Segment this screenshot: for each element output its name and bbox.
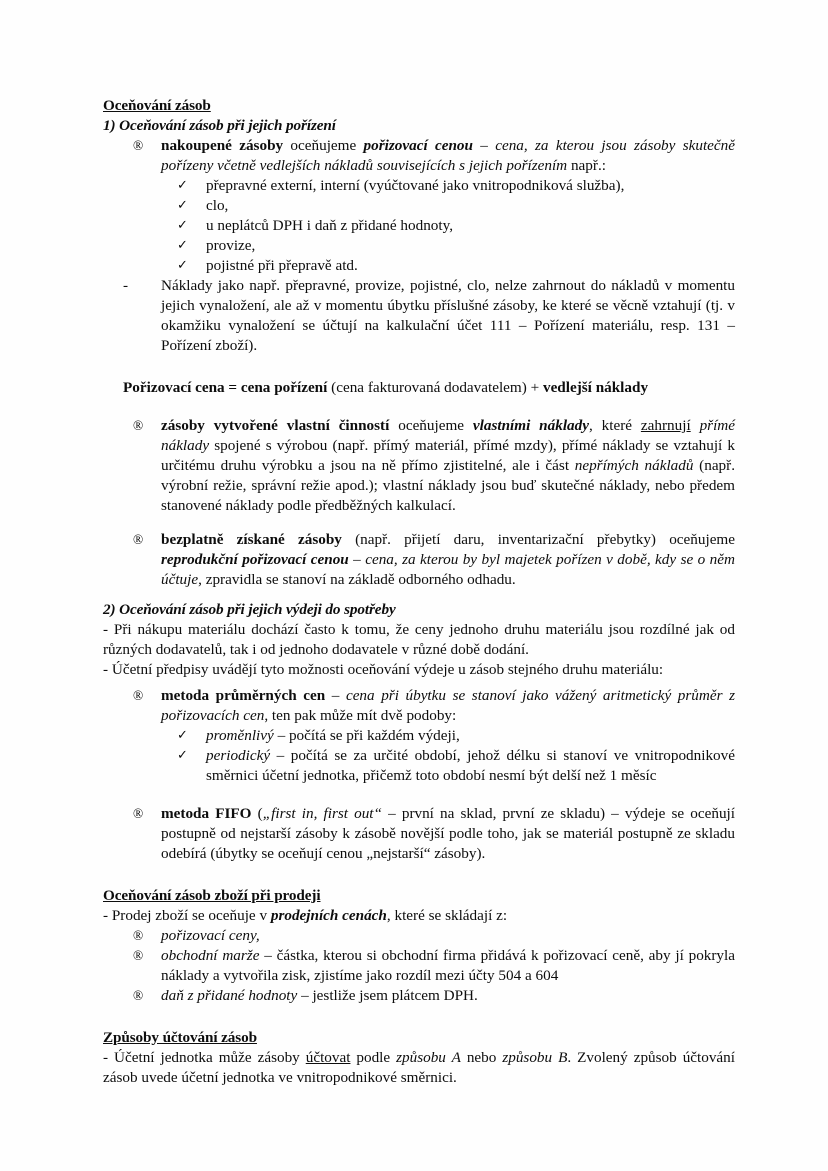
purchased-mid: oceňujeme	[283, 137, 364, 155]
list-item-text	[161, 416, 735, 516]
free-acquired-tail: , zpravidla se stanoví na základě odborného odhadu.	[198, 570, 516, 588]
registered-bullet-icon: ®	[133, 687, 144, 703]
check-icon: ✓	[177, 217, 188, 233]
fifo-quote: „first in, first out“	[262, 804, 382, 822]
vat-term: daň z přidané hodnoty	[161, 986, 298, 1004]
check-icon: ✓	[177, 257, 188, 273]
registered-bullet-icon: ®	[133, 927, 144, 943]
variable-average-desc: – počítá se při každém výdeji,	[273, 726, 460, 744]
acc-method-b: způsobu B	[502, 1048, 568, 1066]
consumption-note-1: - Při nákupu materiálu dochází často k tomu, že ceny jednoho druhu materiálu jsou rozdílné jak od různých dodavatelů, tak i od jednoho dodavatele v různé době dodání.	[103, 620, 735, 658]
list-item	[177, 236, 735, 256]
list-item-purchased-stock	[133, 136, 735, 176]
accounting-methods-body	[103, 1048, 735, 1088]
consumption-note-2: - Účetní předpisy uvádějí tyto možnosti oceňování výdeje u zásob stejného druhu materiálu:	[103, 660, 664, 678]
list-item-variable-average	[177, 726, 735, 746]
list-item-acquisition-price	[133, 926, 735, 946]
fifo-plain-2: – první na sklad, první ze skladu) – výdeje se oceňují postupně od nejstarší zásoby k zásobě novější podle toho, jak se materiál postupně ze skladu odebírá (úbytky se oceňují cenou „nejstarší“ zásoby).	[161, 804, 735, 862]
own-activity-italic-2: nepřímých nákladů	[574, 456, 694, 474]
purchased-lead: nakoupené zásoby	[161, 137, 284, 155]
registered-bullet-icon: ®	[133, 417, 144, 433]
own-activity-after-1: , které	[588, 416, 641, 434]
registered-bullet-icon: ®	[133, 987, 144, 1003]
own-activity-after-2: spojené s výrobou (např. přímý materiál, přímé mzdy), přímé náklady se vztahují k určitému druhu výrobku a jsou na ně přímo zjistitelné, ale i část	[161, 436, 735, 474]
list-item-fifo-method	[133, 804, 735, 864]
sales-intro	[103, 906, 735, 926]
formula-part-2: vedlejší náklady	[542, 378, 649, 396]
free-acquired-mid: (např. přijetí daru, inventarizační přebytky) oceňujeme	[341, 530, 735, 548]
list-item-own-activity-stock	[133, 416, 735, 516]
variable-average-term: proměnlivý	[206, 726, 274, 744]
registered-bullet-icon: ®	[133, 138, 144, 154]
check-icon: ✓	[177, 177, 188, 193]
subheading-1: 1) Oceňování zásob při jejich pořízení	[103, 117, 336, 135]
average-method-tail: , ten pak může mít dvě podoby:	[264, 706, 457, 724]
periodic-average-term: periodický	[206, 746, 271, 764]
list-item	[177, 216, 735, 236]
subheading-2: 2) Oceňování zásob při jejich výdeji do spotřeby	[103, 600, 396, 618]
list-item-text	[161, 530, 735, 590]
document-content	[103, 96, 735, 1088]
list-item-free-acquired-stock	[133, 530, 735, 590]
acquisition-price-formula	[123, 378, 735, 398]
average-method-definition: – cena při úbytku se stanoví jako vážený aritmetický průměr z pořizovacích cen	[161, 686, 736, 724]
registered-bullet-icon: ®	[133, 531, 144, 547]
sales-intro-plain-2: , které se skládají z:	[386, 906, 508, 924]
check-icon: ✓	[177, 746, 188, 762]
list-item-label: přepravné externí, interní (vyúčtované jako vnitropodniková služba),	[206, 177, 625, 195]
own-activity-lead: zásoby vytvořené vlastní činností	[161, 416, 390, 434]
purchased-definition: – cena, za kterou jsou zásoby skutečně pořízeny včetně vedlejších nákladů souvisejících s jejich pořízením	[161, 137, 735, 175]
list-item-text	[206, 726, 735, 746]
list-item-periodic-average	[177, 746, 735, 786]
check-icon: ✓	[177, 726, 188, 742]
sales-intro-plain-1: - Prodej zboží se oceňuje v	[103, 906, 271, 924]
list-item-text: Náklady jako např. přepravné, provize, pojistné, clo, nelze zahrnout do nákladů v momentu jejich vynaložení, ale až v momentu úbytku příslušné zásoby, ke které se věcně vztahují (tj. v okamžiku vynaložení se účtují na kalkulační účet 111 – Pořízení materiálu, resp. 131 – Pořízení zboží).	[161, 277, 735, 354]
list-item-text	[161, 946, 735, 986]
section-heading-sales: Oceňování zásob zboží při prodeji	[103, 886, 321, 904]
list-item-label: pojistné při přepravě atd.	[206, 257, 358, 275]
acc-plain-2: podle	[350, 1048, 397, 1066]
trade-margin-term: obchodní marže	[161, 946, 260, 964]
list-item-text	[161, 136, 735, 176]
list-item-text	[161, 804, 735, 864]
list-item	[177, 176, 735, 196]
vat-desc: – jestliže jsem plátcem DPH.	[297, 986, 478, 1004]
list-item-label: provize,	[206, 237, 256, 255]
free-acquired-definition: – cena, za kterou by byl majetek pořízen v době, kdy se o něm účtuje	[161, 550, 735, 588]
own-activity-italic-1: přímé náklady	[161, 416, 735, 454]
acc-plain-1: - Účetní jednotka může zásoby	[103, 1048, 306, 1066]
own-activity-mid: oceňujeme	[389, 416, 473, 434]
page-title: Oceňování zásob	[103, 97, 211, 114]
free-acquired-term: reprodukční pořizovací cenou	[161, 550, 349, 568]
periodic-average-desc: – počítá se za určité období, jehož délku si stanoví ve vnitropodnikové směrnici účetní jednotka, přičemž toto období nesmí být delší než 1 měsíc	[206, 746, 735, 784]
list-item	[177, 196, 735, 216]
acc-plain-3: nebo	[460, 1048, 503, 1066]
list-item-vat	[133, 986, 735, 1006]
dash-bullet-icon: -	[123, 277, 129, 295]
formula-part-mid: (cena fakturovaná dodavatelem) +	[327, 378, 543, 396]
acc-plain-4: . Zvolený způsob účtování zásob uvede účetní jednotka ve vnitropodnikové směrnici.	[103, 1048, 735, 1086]
section-heading-accounting-methods: Způsoby účtování zásob	[103, 1028, 257, 1046]
own-activity-term: vlastními náklady	[472, 416, 589, 434]
acc-underlined: účtovat	[305, 1048, 351, 1066]
list-item	[177, 256, 735, 276]
formula-part-1: Pořizovací cena = cena pořízení	[123, 378, 328, 396]
list-item-label: clo,	[206, 197, 229, 215]
own-activity-underlined: zahrnují	[640, 416, 691, 434]
registered-bullet-icon: ®	[133, 805, 144, 821]
list-item-text	[161, 986, 735, 1006]
purchased-tail: např.:	[567, 157, 606, 175]
list-item-text	[161, 926, 735, 946]
list-item-average-price-method	[133, 686, 735, 726]
check-icon: ✓	[177, 237, 188, 253]
list-item-cost-note	[123, 276, 735, 356]
registered-bullet-icon: ®	[133, 947, 144, 963]
acquisition-price-term: pořizovací ceny,	[161, 926, 260, 944]
sales-price-term: prodejních cenách	[270, 906, 387, 924]
free-acquired-lead: bezplatně získané zásoby	[161, 530, 342, 548]
average-method-lead: metoda průměrných cen	[161, 686, 326, 704]
fifo-plain-1: (	[251, 804, 263, 822]
check-icon: ✓	[177, 197, 188, 213]
own-activity-after-3: (např. výrobní režie, správní režie apod.); vlastní náklady jsou buď skutečné náklady, nebo předem stanovené náklady podle předběžných kalkulací.	[161, 456, 736, 514]
acc-method-a: způsobu A	[396, 1048, 461, 1066]
list-item-trade-margin	[133, 946, 735, 986]
trade-margin-desc: – částka, kterou si obchodní firma přidává k pořizovací ceně, aby jí pokryla náklady a vytvořila zisk, zjistíme jako rozdíl mezi účty 504 a 604	[161, 946, 735, 984]
fifo-lead: metoda FIFO	[161, 804, 252, 822]
list-item-text	[161, 686, 735, 726]
purchased-term: pořizovací cenou	[363, 137, 473, 155]
list-item-label: u neplátců DPH i daň z přidané hodnoty,	[206, 217, 454, 235]
list-item-text	[206, 746, 735, 786]
